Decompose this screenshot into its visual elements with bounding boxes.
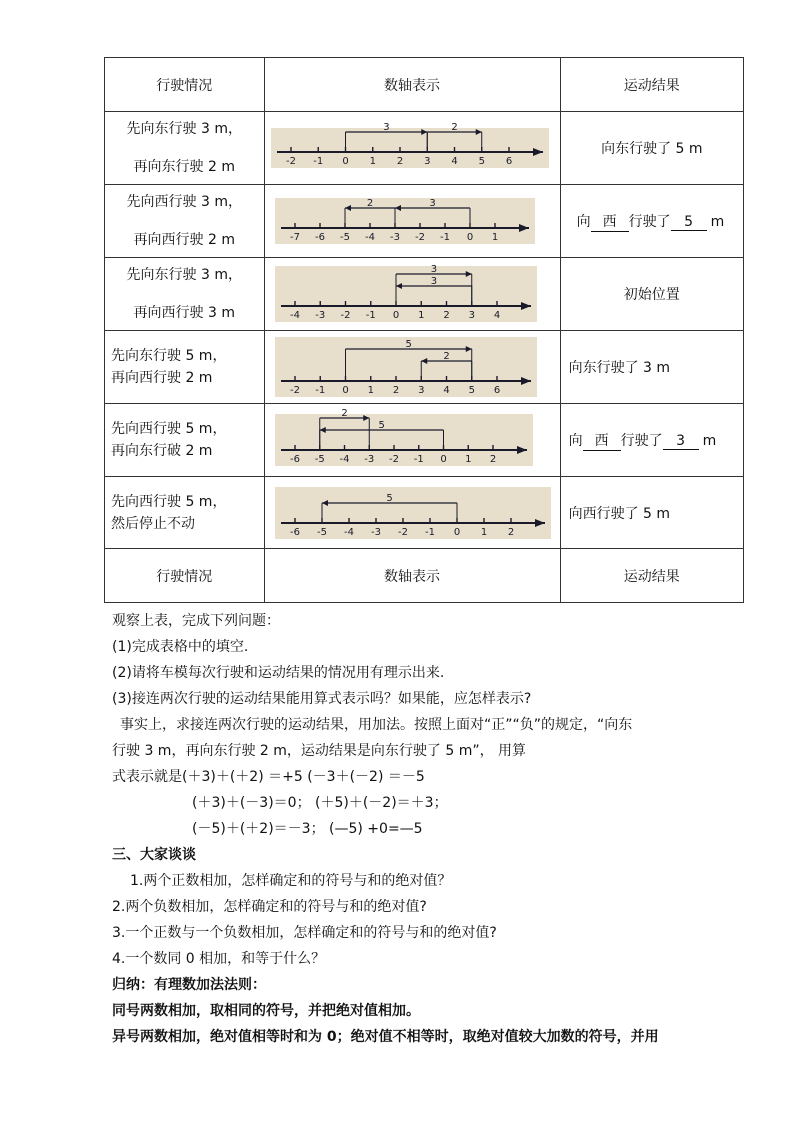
case-cell [105,477,265,549]
axis-arrow [535,519,545,527]
number-line [275,408,533,466]
tick-label: 1 [417,310,424,321]
tick-label: 6 [505,156,512,167]
tick-label: -6 [289,526,300,538]
body-text [112,608,752,1050]
tick-label: -2 [414,232,425,243]
result-text: 向东行驶了 5 m [601,141,703,157]
tick-label: -3 [363,454,374,465]
case-cell [105,185,265,258]
tick-label: -1 [314,385,325,396]
number-line-cell [264,331,560,404]
tick-label: -5 [314,454,325,465]
tick-label: -6 [289,454,300,465]
tick-label: -2 [397,526,408,538]
text-line: 观察上表，完成下列问题： [112,613,280,629]
tick-label: -5 [316,526,327,538]
text-line: 行驶 3 m，再向东行驶 2 m，运动结果是向东行驶了 5 m”， 用算 [112,743,527,759]
result-middle: 行驶了 [628,213,671,230]
tick-label: 4 [493,310,500,321]
text-line: (1)完成表格中的填空. [112,639,249,655]
move-label: 3 [382,122,390,133]
case-line: 再向东行破 2 m [111,443,213,459]
number-line-cell [264,185,560,258]
move-label: 3 [430,276,437,287]
footer-case-cell [105,549,265,603]
move-arrowhead [395,205,401,211]
number-line [275,266,537,322]
result-text: 向东行驶了 3 m [568,360,671,376]
direction-blank: 西 [591,211,629,232]
tick-label: 0 [453,526,460,538]
tick-label: -5 [339,232,350,243]
move-arrowhead [396,283,402,289]
tick-label: 4 [442,385,450,396]
move-label: 2 [340,408,348,419]
tick-label: -3 [314,310,325,321]
tick-label: -1 [439,232,450,243]
direction-blank: 西 [583,430,621,451]
move-arrowhead [421,129,427,135]
axis-arrow [521,377,531,385]
move-arrowhead [465,346,471,352]
result-cell [560,258,743,331]
number-line-cell [264,477,560,549]
move-label: 2 [450,122,458,133]
tick-label: -1 [365,310,376,321]
tick-label: 3 [468,310,475,321]
tick-label: -4 [289,310,300,321]
move-label: 5 [377,420,385,431]
result-prefix: 向 [568,432,583,449]
tick-label: 2 [489,454,496,465]
header-axis-label: 数轴表示 [384,77,441,94]
tick-label: 2 [442,310,450,321]
axis-arrow [533,148,543,156]
tick-label: 1 [367,385,374,396]
case-line: 先向东行驶 3 m， [126,267,242,283]
text-line: 异号两数相加，绝对值相等时和为 0；绝对值不相等时，取绝对值较大加数的符号，并用 [112,1029,659,1045]
tick-label: 1 [464,454,471,465]
header-case-label: 行驶情况 [156,77,213,94]
axis-arrow [521,302,531,310]
number-line-cell [264,112,560,185]
tick-label: 3 [417,385,424,396]
case-cell [105,331,265,404]
tick-label: -2 [289,385,300,396]
number-line [275,337,537,397]
text-line: (2)请将车模每次行驶和运动结果的情况用有理示出来. [112,665,445,681]
header-result-label: 运动结果 [623,77,680,94]
text-line: (－5)＋(＋2)＝－3； (—5) +0=—5 [192,821,423,837]
move-arrowhead [322,500,328,506]
result-cell [560,331,743,404]
table-row [105,404,744,477]
move-arrowhead [421,358,427,364]
tick-label: 1 [491,232,498,243]
case-line: 再向西行驶 3 m [133,305,235,321]
text-line: 归纳：有理数加法法则： [112,977,266,993]
result-cell [560,404,743,477]
number-line [275,487,551,539]
move-arrowhead [319,427,325,433]
text-line: 三、大家谈谈 [112,847,196,863]
table-row [105,258,744,331]
tick-label: 0 [341,156,349,167]
case-line: 先向西行驶 5 m， [111,421,227,437]
text-line: 2.两个负数相加，怎样确定和的符号与和的绝对值? [112,899,427,915]
tick-label: -6 [314,232,325,243]
move-label: 3 [428,198,436,209]
text-line: 式表示就是(＋3)＋(＋2) ＝+5 (－3＋(－2) ＝－5 [112,769,425,785]
result-fill-in [569,211,735,232]
result-cell [560,112,743,185]
case-line: 先向西行驶 5 m， [111,493,227,510]
case-line: 再向西行驶 2 m [133,232,235,248]
tick-label: 2 [507,526,514,538]
footer-result-cell [560,549,743,603]
number-line-cell [264,404,560,477]
text-line: 1.两个正数相加，怎样确定和的符号与和的绝对值？ [130,873,452,889]
text-line: 同号两数相加，取相同的符号，并把绝对值相加。 [112,1003,420,1019]
tick-label: 0 [341,385,349,396]
move-arrowhead [475,129,481,135]
result-unit: m [710,213,725,230]
case-cell [105,404,265,477]
axis-arrow [517,446,527,454]
tick-label: -4 [343,526,354,538]
case-line: 先向东行驶 3 m， [126,121,242,137]
text-line: 4.一个数同 0 相加，和等于什么？ [112,951,326,967]
result-text: 向西行驶了 5 m [568,505,671,522]
tick-label: 0 [392,310,399,321]
distance-blank: 5 [671,214,707,231]
number-line [275,198,535,244]
footer-row [105,549,744,603]
tick-label: -2 [340,310,350,321]
tick-label: 2 [392,385,399,396]
case-line: 再向东行驶 2 m [133,159,235,175]
tick-label: 6 [493,385,500,396]
move-arrowhead [363,415,369,421]
case-line: 再向西行驶 2 m [111,370,213,386]
tick-label: 1 [480,526,487,538]
tick-label: 5 [468,385,475,396]
move-label: 3 [430,264,437,275]
number-line-cell [264,258,560,331]
case-line: 然后停止不动 [111,515,195,532]
distance-blank: 3 [663,433,699,450]
tick-label: -4 [364,232,375,243]
tick-label: -4 [339,454,349,465]
result-text: 初始位置 [623,287,680,303]
tick-label: 3 [423,156,430,167]
tick-label: 2 [396,156,403,167]
tick-label: -1 [413,454,424,465]
header-result-cell [560,58,743,112]
tick-label: -1 [424,526,435,538]
header-row [105,58,744,112]
tick-label: -2 [285,156,296,167]
table-row [105,185,744,258]
move-label: 2 [442,351,450,362]
footer-axis-cell [264,549,560,603]
tick-label: -1 [312,156,323,167]
tick-label: 5 [478,156,485,167]
table-row [105,477,744,549]
result-unit: m [702,432,717,449]
tick-label: 4 [450,156,458,167]
axis-arrow [519,224,529,232]
number-line [271,122,549,168]
case-cell [105,258,265,331]
table-row [105,112,744,185]
move-arrowhead [465,271,471,277]
table-row [105,331,744,404]
result-cell [560,185,743,258]
case-line: 先向东行驶 5 m， [111,348,227,364]
text-line: (＋3)＋(－3)＝0； (＋5)＋(－2)＝＋3； [192,795,448,811]
footer-case-label: 行驶情况 [156,568,213,585]
case-line: 先向西行驶 3 m， [126,194,242,210]
result-prefix: 向 [576,213,591,230]
result-cell [560,477,743,549]
tick-label: -3 [370,526,381,538]
tick-label: 0 [466,232,473,243]
header-case-cell [105,58,265,112]
move-label: 5 [404,339,412,350]
text-line: 事实上，求接连两次行驶的运动结果，用加法。按照上面对“正”“负”的规定，“向东 [120,717,633,733]
move-label: 5 [385,492,393,504]
result-fill-in [569,430,735,451]
case-cell [105,112,265,185]
tick-label: -7 [289,232,300,243]
move-arrowhead [345,205,351,211]
tick-label: -2 [388,454,399,465]
footer-axis-label: 数轴表示 [384,568,441,585]
text-line: (3)接连两次行驶的运动结果能用算式表示吗？如果能，应怎样表示? [112,691,532,707]
result-middle: 行驶了 [620,432,663,449]
move-label: 2 [366,198,373,209]
tick-label: 1 [369,156,376,167]
header-axis-cell [264,58,560,112]
footer-result-label: 运动结果 [623,568,680,585]
tick-label: -3 [389,232,400,243]
tick-label: 0 [439,454,447,465]
motion-table [104,57,744,603]
text-line: 3.一个正数与一个负数相加，怎样确定和的符号与和的绝对值? [112,925,497,941]
